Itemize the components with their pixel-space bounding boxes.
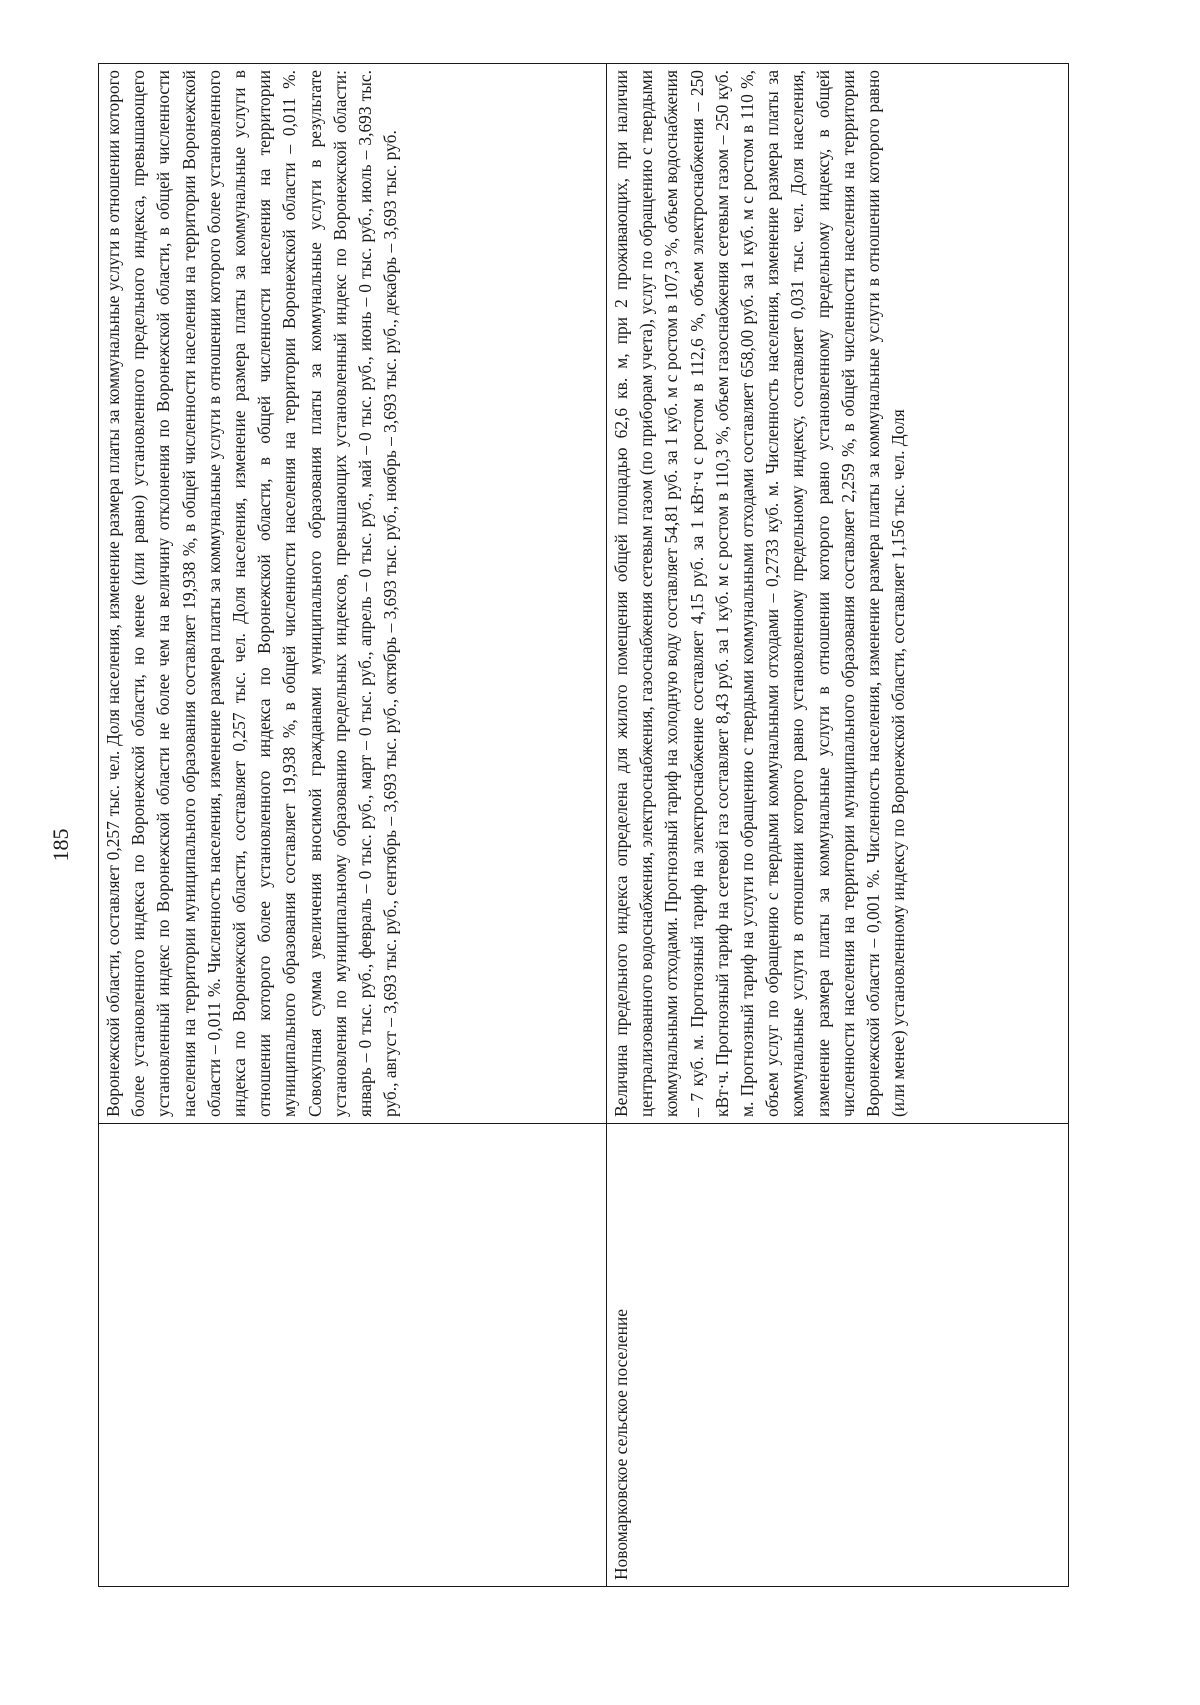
municipal-index-table: [98, 63, 1069, 1587]
municipality-name-cell: [99, 1124, 607, 1587]
index-description-cell: Величина предельного индекса определена для жилого помещения общей площадью 62,6 кв. м, при 2 проживающих, при наличии централизованного водоснабжения, электроснабжения, газоснабжения сетевым газом (по приборам учета), услуг по обращению с твердыми коммунальными отходами. Прогнозный тариф на холодную воду составляет 54,81 руб. за 1 куб. м с ростом в 107,3 %, объем водоснабжения – 7 куб. м. Прогнозный тариф на электроснабжение составляет 4,15 руб. за 1 кВт·ч с ростом в 112,6 %, объем электроснабжения – 250 кВт·ч. Прогнозный тариф на сетевой газ составляет 8,43 руб. за 1 куб. м с ростом в 110,3 %, объем газоснабжения сетевым газом – 250 куб. м. Прогнозный тариф на услуги по обращению с твердыми коммунальными отходами составляет 658,00 руб. за 1 куб. м с ростом в 110 %, объем услуг по обращению с твердыми коммунальными отходами – 0,2733 куб. м. Численность населения, изменение размера платы за коммунальные услуги в отношении которого равно установленному предельному индексу, составляет 0,031 тыс. чел. Доля населения, изменение размера платы за коммунальные услуги в отношении которого равно установленному предельному индексу, в общей численности населения на территории муниципального образования составляет 2,259 %, в общей численности населения на территории Воронежской области – 0,001 %. Численность населения, изменение размера платы за коммунальные услуги в отношении которого равно (или менее) установленному индексу по Воронежской области, составляет 1,156 тыс. чел. Доля: [607, 64, 1069, 1124]
page-number: 185: [48, 828, 73, 862]
table-row: [607, 64, 1069, 1587]
index-description-cell: Воронежской области, составляет 0,257 тыс. чел. Доля населения, изменение размера платы за коммунальные услуги в отношении которого более установленного индекса по Воронежской области, но менее (или равно) установленного предельного индекса, превышающего установленный индекс по Воронежской области не более чем на величину отклонения по Воронежской области, в общей численности населения на территории муниципального образования составляет 19,938 %, в общей численности населения на территории Воронежской области – 0,011 %. Численность населения, изменение размера платы за коммунальные услуги в отношении которого более установленного индекса по Воронежской области, составляет 0,257 тыс. чел. Доля населения, изменение размера платы за коммунальные услуги в отношении которого более установленного индекса по Воронежской области, в общей численности населения на территории муниципального образования составляет 19,938 %, в общей численности населения на территории Воронежской области – 0,011 %. Совокупная сумма увеличения вносимой гражданами муниципального образования платы за коммунальные услуги в результате установления по муниципальному образованию предельных индексов, превышающих установленный индекс по Воронежской области: январь – 0 тыс. руб., февраль – 0 тыс. руб., март – 0 тыс. руб., апрель – 0 тыс. руб., май – 0 тыс. руб., июнь – 0 тыс. руб., июль – 3,693 тыс. руб., август – 3,693 тыс. руб., сентябрь – 3,693 тыс. руб., октябрь – 3,693 тыс. руб., ноябрь – 3,693 тыс. руб., декабрь – 3,693 тыс. руб.: [99, 64, 607, 1124]
table-row: [99, 64, 607, 1587]
municipality-name-cell: Новомарковское сельское поселение: [607, 1124, 1069, 1587]
